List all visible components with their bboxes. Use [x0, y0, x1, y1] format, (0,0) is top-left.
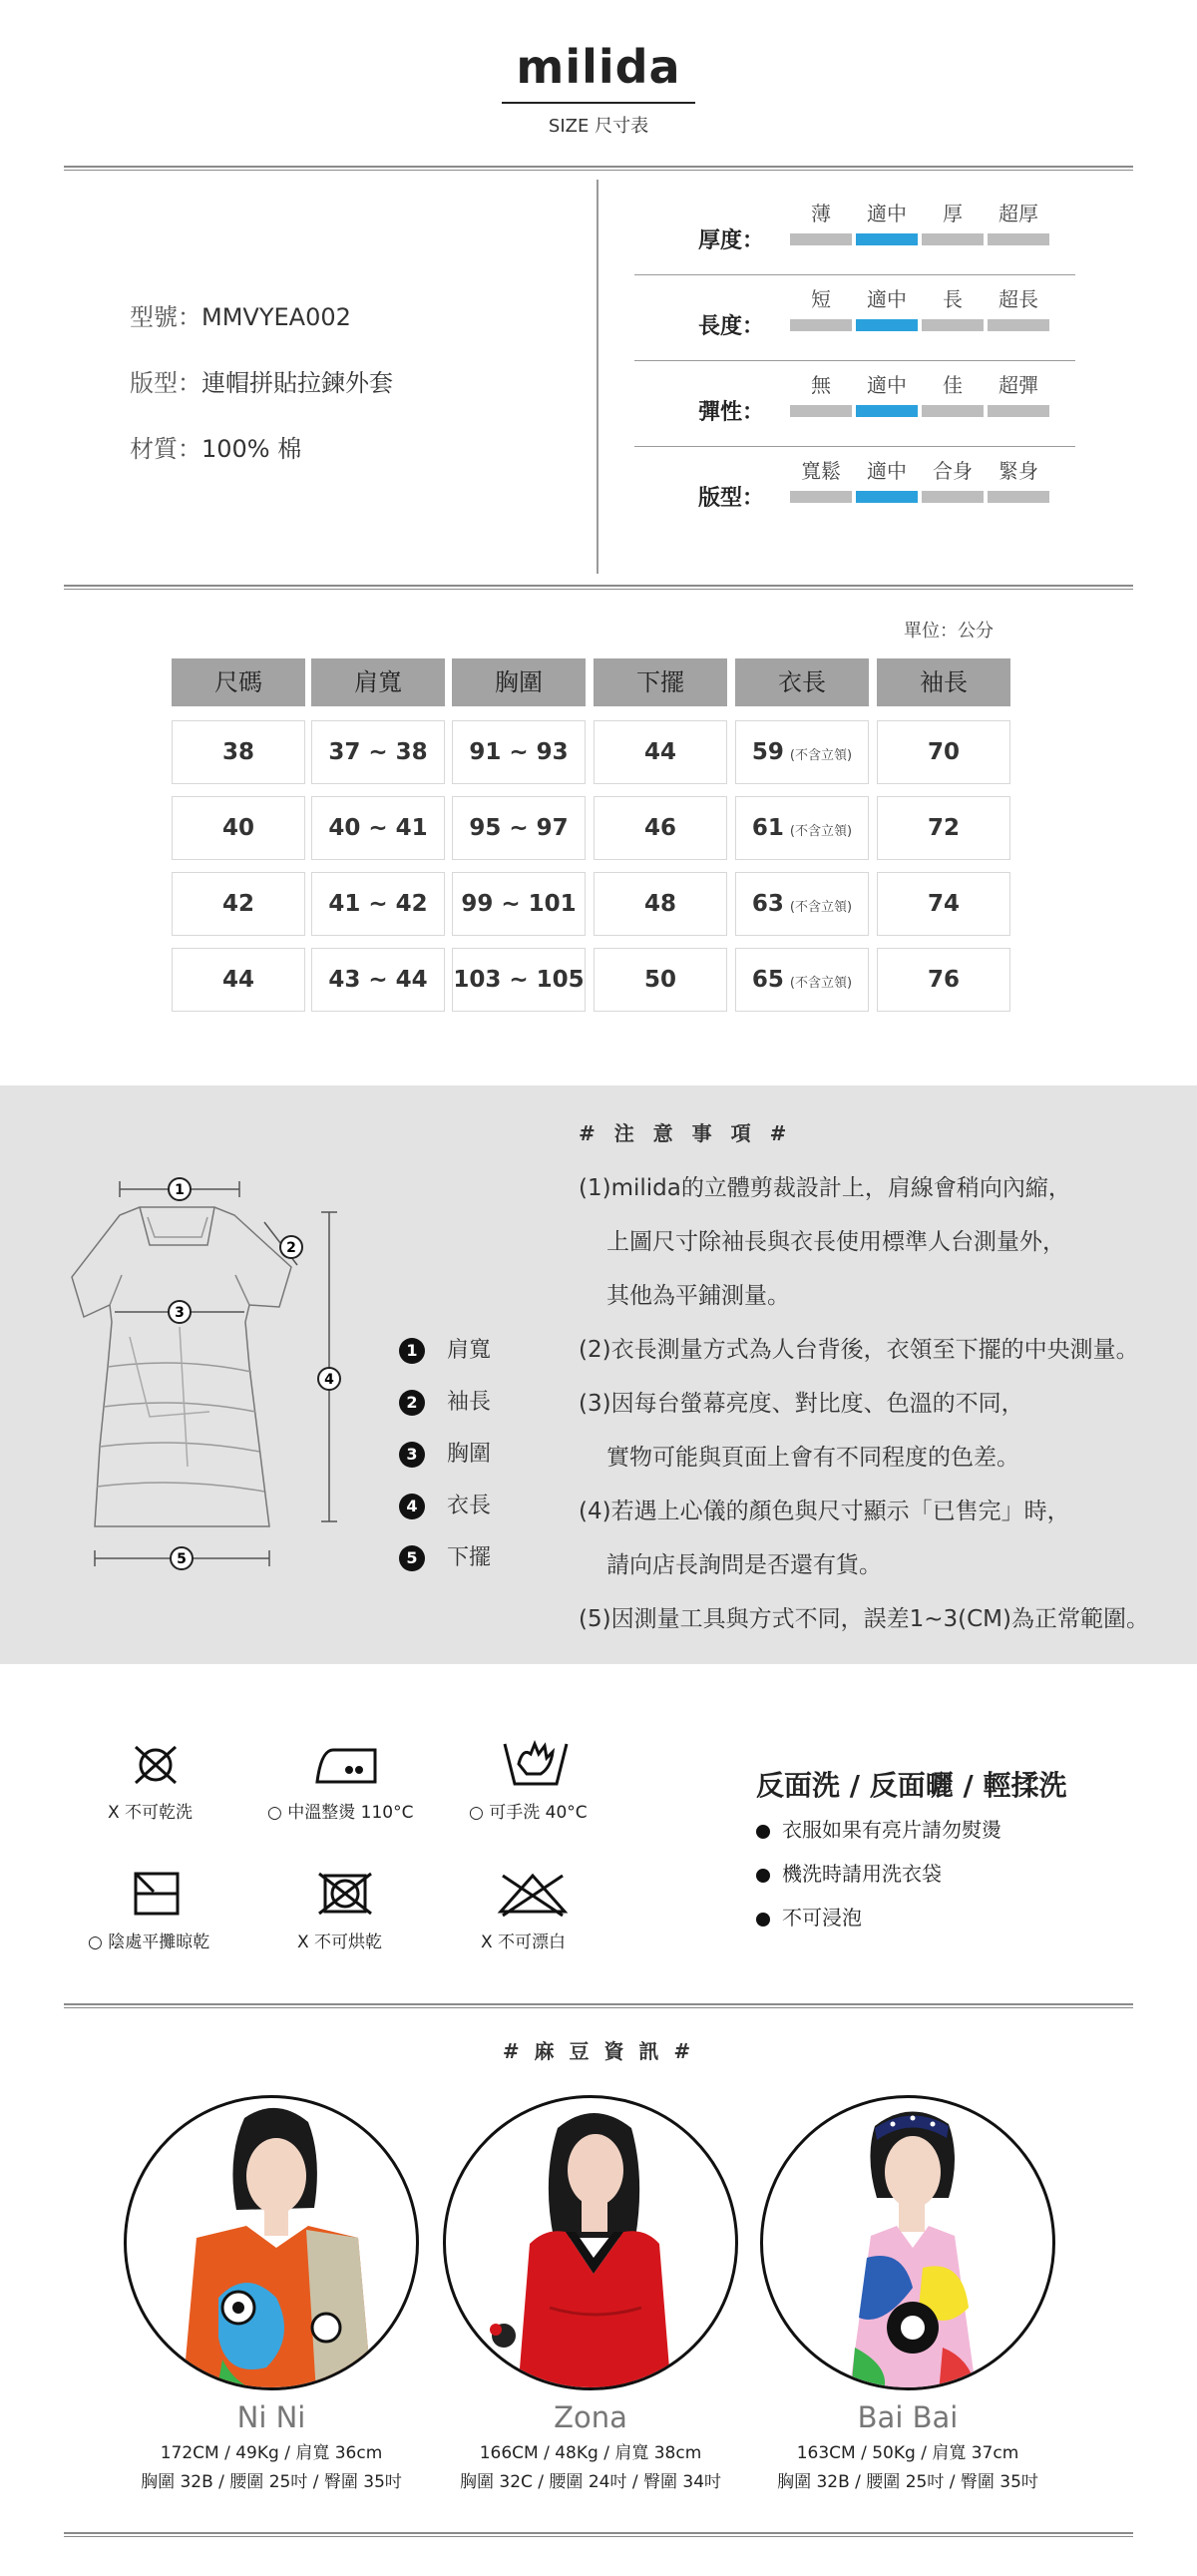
- table-cell-value: 70: [927, 739, 960, 765]
- feel-level-bar: [856, 491, 918, 503]
- feel-option: 合身: [933, 459, 973, 483]
- feel-option: 佳: [943, 373, 963, 397]
- table-cell-value: 95 ~ 97: [469, 815, 569, 841]
- table-cell: [594, 720, 727, 784]
- feel-label: 長度：: [698, 314, 765, 339]
- table-cell: [452, 872, 586, 936]
- feel-row: [634, 190, 1075, 275]
- model-name: Zona: [554, 2400, 627, 2434]
- feel-level-bar: [922, 233, 984, 245]
- table-cell: [452, 796, 586, 860]
- feel-option: 超厚: [998, 202, 1038, 225]
- table-header-cell: 袖長: [877, 658, 1010, 706]
- feel-row: [634, 361, 1075, 447]
- feel-row: [634, 275, 1075, 361]
- no-tumble-dry-icon: [315, 1870, 375, 1918]
- table-cell: [172, 872, 305, 936]
- model-photo-nini: [127, 2098, 419, 2390]
- table-cell-value: 40 ~ 41: [328, 815, 428, 841]
- care-label-hand-wash: ○ 可手洗 40°C: [469, 1803, 588, 1823]
- table-header-cell: 肩寬: [311, 658, 445, 706]
- page-subtitle: SIZE 尺寸表: [548, 116, 649, 137]
- shade-flat-dry-icon: [132, 1870, 182, 1918]
- hand-wash-icon: [501, 1738, 571, 1788]
- model-number: [130, 297, 351, 332]
- table-cell: [311, 796, 445, 860]
- divider: [64, 166, 1133, 171]
- feel-label: 彈性：: [698, 400, 765, 425]
- legend-item: [399, 1385, 491, 1416]
- table-cell: [877, 948, 1010, 1012]
- notes-title: # 注 意 事 項 #: [579, 1121, 793, 1145]
- feel-label: 厚度：: [698, 228, 765, 253]
- table-header-cell: 衣長: [735, 658, 869, 706]
- wash-bullet-text: 機洗時請用洗衣袋: [782, 1862, 942, 1886]
- brand-underline: [502, 102, 695, 104]
- info-divider: [597, 180, 598, 574]
- model-stats-line1: 163CM / 50Kg / 肩寬 37cm: [796, 2443, 1019, 2463]
- marker-3-label: 3: [175, 1305, 185, 1321]
- table-cell: [735, 872, 869, 936]
- brand-logo: milida: [516, 40, 681, 94]
- model-stats-line2: 胸圍 32B / 腰圍 25吋 / 臀圍 35吋: [777, 2472, 1038, 2492]
- model-stats-line2: 胸圍 32B / 腰圍 25吋 / 臀圍 35吋: [141, 2472, 402, 2492]
- table-cell: [594, 872, 727, 936]
- bullet-dot: [756, 1913, 770, 1927]
- note-line: (4)若遇上心儀的顏色與尺寸顯示「已售完」時，: [579, 1499, 1070, 1524]
- table-cell-value: 72: [927, 815, 960, 841]
- legend-number: 4: [399, 1494, 425, 1519]
- material-label: 材質：: [130, 435, 201, 463]
- table-cell-value: 37 ~ 38: [328, 739, 428, 765]
- feel-level-bar: [856, 405, 918, 417]
- note-line: (5)因測量工具與方式不同，誤差1~3(CM)為正常範圍。: [579, 1606, 1149, 1632]
- length-note: (不含立領): [789, 824, 853, 839]
- feel-level-bar: [922, 405, 984, 417]
- care-label-no-dry-clean: X 不可乾洗: [108, 1803, 194, 1823]
- style-label: 版型：: [130, 369, 201, 397]
- table-cell-value: 65: [751, 967, 784, 993]
- table-cell-value: 48: [643, 891, 676, 917]
- models-title: # 麻 豆 資 訊 #: [502, 2039, 695, 2063]
- model-stats-line1: 172CM / 49Kg / 肩寬 36cm: [160, 2443, 383, 2463]
- table-cell-value: 46: [643, 815, 676, 841]
- table-cell-value: 63: [751, 891, 784, 917]
- wash-bullet: [756, 1858, 942, 1887]
- feel-level-bar: [988, 405, 1049, 417]
- feel-level-bar: [988, 319, 1049, 331]
- model-name: Bai Bai: [857, 2400, 959, 2434]
- material-value: 100% 棉: [201, 435, 302, 463]
- feel-row: [634, 447, 1075, 533]
- model-photo-zona: [446, 2098, 738, 2390]
- note-line: 上圖尺寸除袖長與衣長使用標準人台測量外，: [606, 1229, 1065, 1255]
- feel-option: 厚: [943, 202, 963, 225]
- iron-medium-icon: [311, 1744, 381, 1786]
- marker-5-label: 5: [177, 1551, 187, 1567]
- marker-1-label: 1: [175, 1182, 185, 1198]
- table-cell-value: 42: [221, 891, 254, 917]
- feel-label: 版型：: [698, 486, 765, 511]
- table-cell: [735, 948, 869, 1012]
- marker-2-label: 2: [286, 1240, 296, 1256]
- style-value: 連帽拼貼拉鍊外套: [201, 369, 393, 397]
- legend-item: [399, 1333, 491, 1364]
- feel-option: 適中: [867, 459, 907, 483]
- feel-option: 緊身: [998, 459, 1038, 483]
- table-cell-value: 61: [751, 815, 784, 841]
- table-cell: [452, 720, 586, 784]
- feel-level-bar: [790, 491, 852, 503]
- length-note: (不含立領): [789, 976, 853, 991]
- divider: [64, 585, 1133, 590]
- table-cell-value: 43 ~ 44: [328, 967, 428, 993]
- marker-4-label: 4: [324, 1372, 334, 1388]
- table-cell-value: 44: [643, 739, 676, 765]
- table-cell: [594, 796, 727, 860]
- wash-bullet: [756, 1814, 1001, 1843]
- feel-option: 長: [943, 287, 963, 311]
- table-cell: [311, 720, 445, 784]
- table-cell: [735, 796, 869, 860]
- table-cell: [877, 720, 1010, 784]
- length-note: (不含立領): [789, 900, 853, 915]
- feel-option: 超彈: [998, 373, 1038, 397]
- feel-level-bar: [790, 233, 852, 245]
- care-label-no-tumble: X 不可烘乾: [297, 1932, 383, 1952]
- table-cell: [877, 796, 1010, 860]
- feel-option: 薄: [811, 202, 831, 225]
- note-line: 實物可能與頁面上會有不同程度的色差。: [606, 1445, 1019, 1471]
- feel-level-bar: [790, 405, 852, 417]
- legend-item: [399, 1540, 491, 1571]
- note-line: 其他為平鋪測量。: [606, 1283, 790, 1309]
- wash-bullet-text: 衣服如果有亮片請勿熨燙: [782, 1818, 1001, 1842]
- unit-label: 單位：公分: [904, 621, 994, 642]
- care-label-iron: ○ 中溫整燙 110°C: [267, 1803, 414, 1823]
- style-info: [130, 363, 393, 398]
- feel-level-bar: [922, 491, 984, 503]
- legend-item: [399, 1489, 491, 1519]
- table-cell-value: 50: [643, 967, 676, 993]
- table-cell: [877, 872, 1010, 936]
- legend-label: 胸圍: [447, 1442, 492, 1467]
- model-number-value: MMVYEA002: [201, 303, 351, 331]
- table-cell: [452, 948, 586, 1012]
- feel-option: 寬鬆: [801, 459, 841, 483]
- table-cell-value: 38: [221, 739, 254, 765]
- table-header-cell: 尺碼: [172, 658, 305, 706]
- model-stats-line2: 胸圍 32C / 腰圍 24吋 / 臀圍 34吋: [459, 2472, 722, 2492]
- feel-option: 無: [811, 373, 831, 397]
- note-line: 請向店長詢問是否還有貨。: [606, 1552, 882, 1578]
- legend-number: 2: [399, 1390, 425, 1416]
- material-info: [130, 429, 301, 464]
- feel-level-bar: [988, 233, 1049, 245]
- wash-instructions-title: 反面洗 / 反面曬 / 輕揉洗: [756, 1769, 1067, 1802]
- no-dry-clean-icon: [128, 1742, 184, 1788]
- feel-option: 短: [811, 287, 831, 311]
- model-card-zona: [441, 2095, 740, 2492]
- table-cell-value: 74: [927, 891, 960, 917]
- legend-label: 袖長: [447, 1390, 492, 1415]
- no-bleach-icon: [495, 1870, 571, 1918]
- table-cell-value: 103 ~ 105: [453, 967, 585, 993]
- table-cell: [594, 948, 727, 1012]
- model-number-label: 型號：: [130, 303, 201, 331]
- divider: [64, 2532, 1133, 2537]
- feel-level-bar: [856, 319, 918, 331]
- wash-bullet: [756, 1902, 862, 1931]
- table-cell-value: 40: [221, 815, 254, 841]
- table-cell: [311, 872, 445, 936]
- model-photo: [760, 2095, 1055, 2390]
- length-note: (不含立領): [789, 748, 853, 763]
- feel-level-bar: [922, 319, 984, 331]
- model-card-baibai: [758, 2095, 1057, 2492]
- bullet-dot: [756, 1869, 770, 1883]
- feel-level-bar: [988, 491, 1049, 503]
- table-cell-value: 76: [927, 967, 960, 993]
- feel-option: 適中: [867, 373, 907, 397]
- table-cell-value: 41 ~ 42: [328, 891, 428, 917]
- legend-number: 5: [399, 1545, 425, 1571]
- feel-option: 適中: [867, 202, 907, 225]
- note-line: (2)衣長測量方式為人台背後，衣領至下擺的中央測量。: [579, 1337, 1139, 1363]
- care-label-shade-dry: ○ 陰處平攤晾乾: [88, 1932, 210, 1952]
- feel-option: 適中: [867, 287, 907, 311]
- table-cell: [172, 796, 305, 860]
- care-label-no-bleach: X 不可漂白: [481, 1932, 567, 1952]
- table-cell-value: 44: [221, 967, 254, 993]
- model-photo: [443, 2095, 738, 2390]
- table-cell-value: 99 ~ 101: [461, 891, 577, 917]
- feel-level-bar: [790, 319, 852, 331]
- legend-label: 肩寬: [447, 1338, 492, 1363]
- table-header-cell: 胸圍: [452, 658, 586, 706]
- feel-level-bar: [856, 233, 918, 245]
- note-line: (1)milida的立體剪裁設計上，肩線會稍向內縮，: [579, 1175, 1071, 1201]
- feel-option: 超長: [998, 287, 1038, 311]
- table-cell-value: 91 ~ 93: [469, 739, 569, 765]
- model-photo: [124, 2095, 419, 2390]
- model-photo-baibai: [763, 2098, 1055, 2390]
- table-cell: [172, 948, 305, 1012]
- legend-number: 3: [399, 1442, 425, 1468]
- model-card-nini: [122, 2095, 421, 2492]
- model-stats-line1: 166CM / 48Kg / 肩寬 38cm: [479, 2443, 702, 2463]
- table-cell-value: 59: [751, 739, 784, 765]
- table-cell: [172, 720, 305, 784]
- model-name: Ni Ni: [236, 2400, 306, 2434]
- legend-label: 衣長: [447, 1494, 492, 1518]
- note-line: (3)因每台螢幕亮度、對比度、色溫的不同，: [579, 1391, 1024, 1417]
- legend-label: 下擺: [447, 1545, 492, 1570]
- divider: [64, 2003, 1133, 2008]
- garment-diagram: [60, 1167, 359, 1576]
- bullet-dot: [756, 1825, 770, 1839]
- table-header-cell: 下擺: [594, 658, 727, 706]
- table-cell: [311, 948, 445, 1012]
- table-cell: [735, 720, 869, 784]
- legend-number: 1: [399, 1338, 425, 1364]
- legend-item: [399, 1437, 491, 1468]
- wash-bullet-text: 不可浸泡: [782, 1906, 862, 1930]
